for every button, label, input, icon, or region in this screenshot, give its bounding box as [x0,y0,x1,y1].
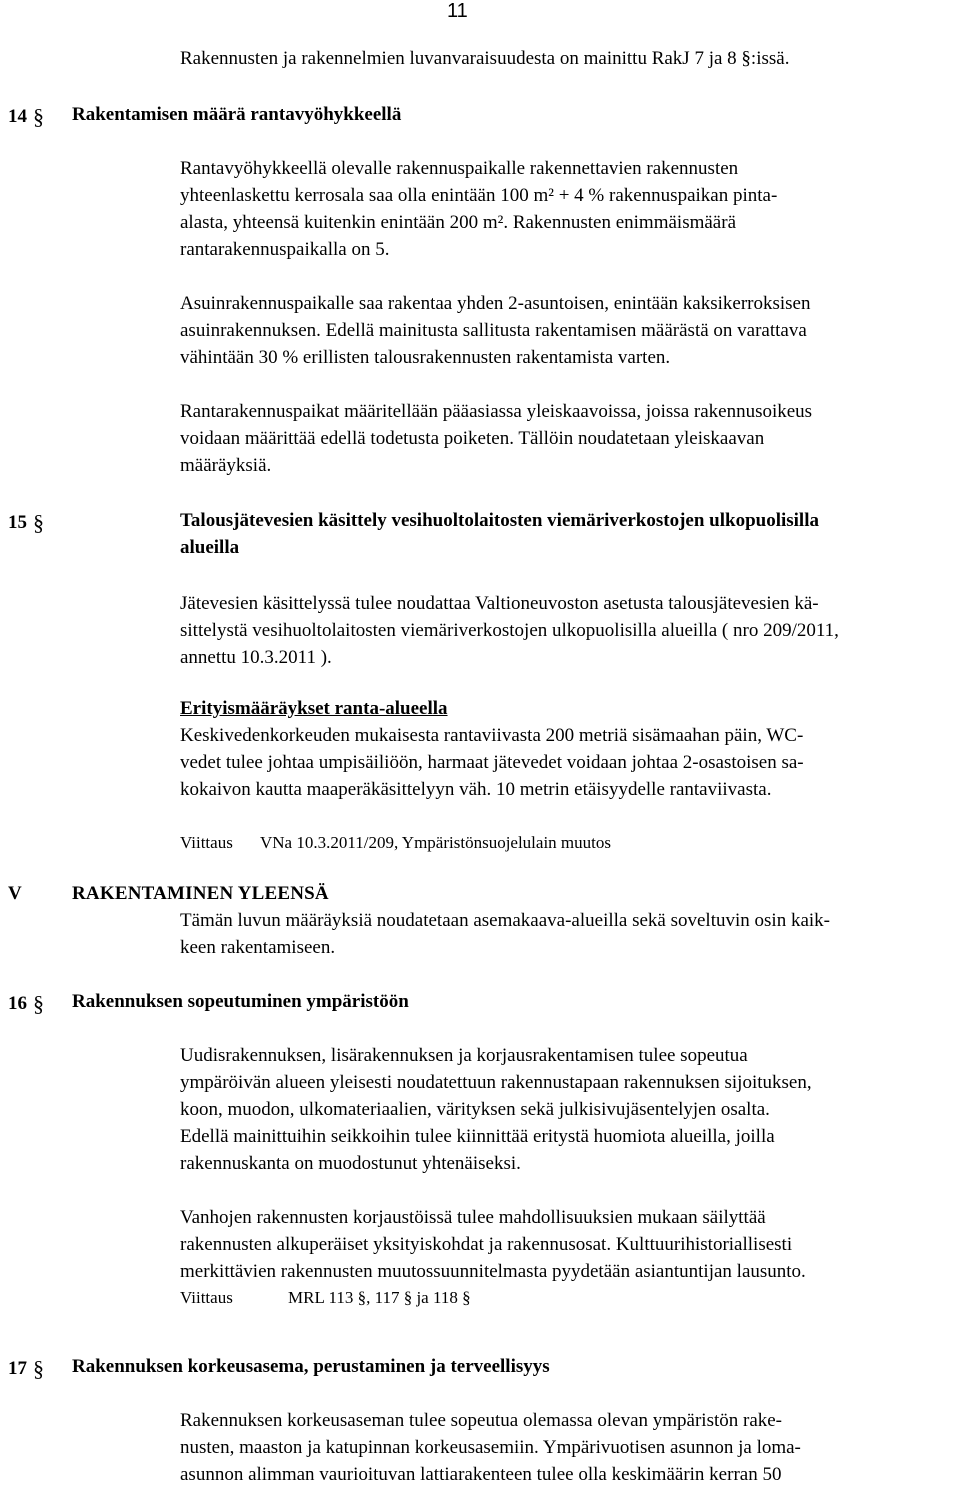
section-15-reference-value: VNa 10.3.2011/209, Ympäristönsuojelulain muutos [260,833,611,852]
section-14-number: 14 § [8,104,44,129]
section-16-reference-label: Viittaus [180,1288,233,1307]
section-17-paragraph-1: Rakennuksen korkeusaseman tulee sopeutua olemassa olevan ympäristön rake- nusten, maaston ja katupinnan korkeusasemiin. Ympärivuotisen asunnon ja loma- asunnon alimman vaurioituvan lattiarakenteen tulee olla keskimäärin kerran 50 [180,1410,801,1485]
section-14-paragraph-1: Rantavyöhykkeellä olevalle rakennuspaikalle rakennettavien rakennusten yhteenlaskettu kerrosala saa olla enintään 100 m² + 4 % rakennuspaikan pinta- alasta, yhteensä kuitenkin enintään 200 m². Rakennusten enimmäismäärä rantarakennuspaikalla on 5. [180,158,778,260]
page-number: 11 [447,0,468,22]
section-15-paragraph-1: Jätevesien käsittelyssä tulee noudattaa Valtioneuvoston asetusta talousjätevesien kä- sittelystä vesihuoltolaitosten viemäriverkostojen ulkopuolisilla alueilla ( nro 209/2011, annettu 10.3.2011 ). [180,593,839,668]
chapter-paragraph: Tämän luvun määräyksiä noudatetaan asemakaava-alueilla sekä soveltuvin osin kaik- keen rakentamiseen. [180,910,830,958]
section-17-title: Rakennuksen korkeusasema, perustaminen ja terveellisyys [72,1356,550,1377]
section-14-title: Rakentamisen määrä rantavyöhykkeellä [72,104,402,125]
section-14-paragraph-2: Asuinrakennuspaikalle saa rakentaa yhden 2-asuntoisen, enintään kaksikerroksisen asuinrakennuksen. Edellä mainitusta sallitusta rakentamisen määrästä on varattava vähintään 30 % erillisten talousrakennusten rakentamista varten. [180,293,811,368]
section-16-number: 16 § [8,991,44,1016]
shoreline-special-provisions-heading: Erityismääräykset ranta-alueella [180,698,448,719]
section-16-reference-value: MRL 113 §, 117 § ja 118 § [288,1288,471,1307]
section-15-reference-label: Viittaus [180,833,233,852]
section-16-paragraph-2: Vanhojen rakennusten korjaustöissä tulee mahdollisuuksien mukaan säilyttää rakennusten alkuperäiset yksityiskohdat ja rakennusosat. Kulttuurihistoriallisesti merkittävien rakennusten muutossuunnitelmasta pyydetään asiantuntijan lausunto. [180,1207,806,1282]
section-15-title: Talousjätevesien käsittely vesihuoltolaitosten viemäriverkostojen ulkopuolisilla alueilla [180,510,819,558]
section-17-number: 17 § [8,1356,44,1381]
section-15-number: 15 § [8,510,44,535]
section-16-paragraph-1: Uudisrakennuksen, lisärakennuksen ja korjausrakentamisen tulee sopeutua ympäröivän alueen yleisesti noudatettuun rakennustapaan rakennuksen sijoituksen, koon, muodon, ulkomateriaalien, värityksen sekä julkisivujäsentelyjen osalta. Edellä mainittuihin seikkoihin tulee kiinnittää eritystä huomiota alueilla, joilla rakennuskanta on muodostunut yhtenäiseksi. [180,1045,812,1174]
intro-paragraph: Rakennusten ja rakennelmien luvanvaraisuudesta on mainittu RakJ 7 ja 8 §:issä. [180,48,790,69]
section-16-title: Rakennuksen sopeutuminen ympäristöön [72,991,409,1012]
chapter-title: RAKENTAMINEN YLEENSÄ [72,883,329,904]
section-14-paragraph-3: Rantarakennuspaikat määritellään pääasiassa yleiskaavoissa, joissa rakennusoikeus voidaan määrittää edellä todetusta poiketen. Tällöin noudatetaan yleiskaavan määräyksiä. [180,401,813,476]
shoreline-special-provisions-paragraph: Keskivedenkorkeuden mukaisesta rantaviivasta 200 metriä sisämaahan päin, WC- vedet tulee johtaa umpisäiliöön, harmaat jätevedet voidaan johtaa 2-osastoisen sa- kokaivon kautta maaperäkäsittelyyn väh. 10 metrin etäisyydelle rantaviivasta. [180,725,804,800]
chapter-number: V [8,883,22,904]
